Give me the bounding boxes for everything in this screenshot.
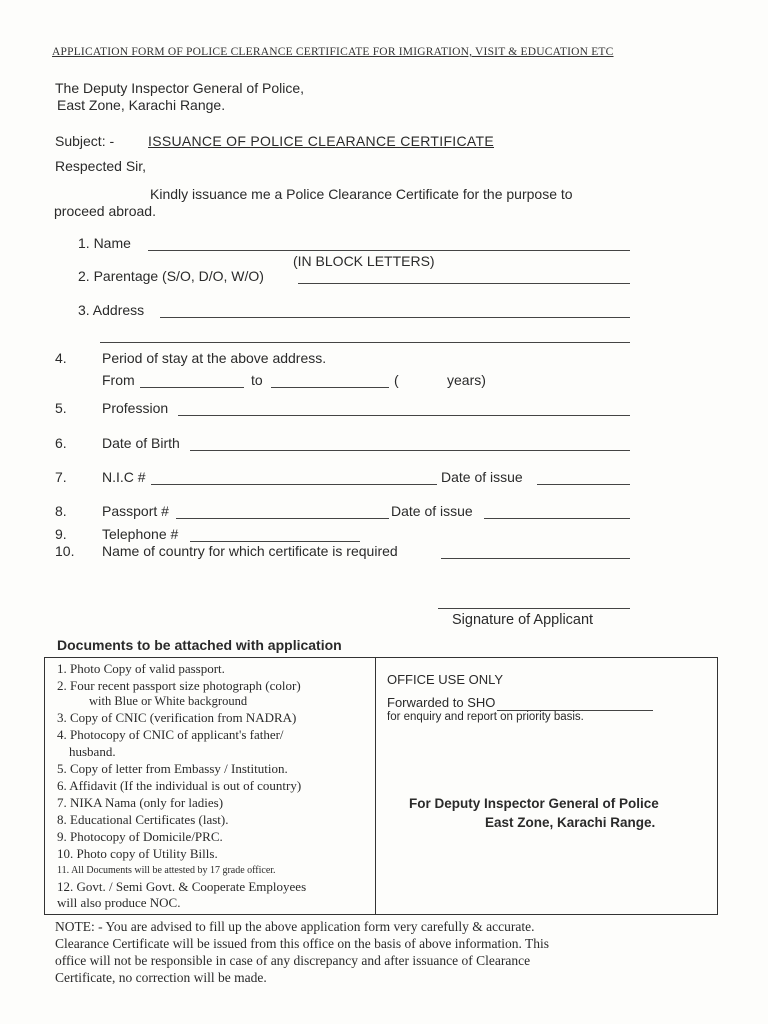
document-item: 11. All Documents will be attested by 17 grade officer. <box>57 865 276 876</box>
nic-field[interactable] <box>151 484 437 485</box>
nic-date-field[interactable] <box>537 484 630 485</box>
from-label: From <box>102 372 135 388</box>
signature-label: Signature of Applicant <box>452 612 594 628</box>
subject-title: ISSUANCE OF POLICE CLEARANCE CERTIFICATE <box>148 133 494 149</box>
document-item: 12. Govt. / Semi Govt. & Cooperate Employees <box>57 879 307 894</box>
letter-body-line-2: proceed abroad. <box>54 203 156 219</box>
enquiry-text: for enquiry and report on priority basis. <box>387 711 584 723</box>
document-item: 9. Photocopy of Domicile/PRC. <box>57 829 223 844</box>
country-label: Name of country for which certificate is required <box>102 543 398 559</box>
documents-box <box>44 657 718 915</box>
subject-label: Subject: - <box>55 133 115 149</box>
note-line-3: office will not be responsible in case of any discrepancy and after issuance of Clearance <box>55 953 531 968</box>
years-label: years) <box>447 372 486 388</box>
document-item: 7. NIKA Nama (only for ladies) <box>57 795 224 810</box>
country-number: 10. <box>55 543 75 559</box>
profession-field[interactable] <box>178 415 630 416</box>
document-item: 6. Affidavit (If the individual is out of country) <box>57 778 302 793</box>
note-line-1: NOTE: - You are advised to fill up the above application form very carefully & accurate. <box>55 919 535 934</box>
passport-date-label: Date of issue <box>391 503 473 519</box>
block-letters-hint: (IN BLOCK LETTERS) <box>293 253 435 269</box>
passport-field[interactable] <box>176 518 389 519</box>
document-item: husband. <box>69 744 116 759</box>
to-label: to <box>251 372 263 388</box>
to-field[interactable] <box>271 387 389 388</box>
parentage-label: 2. Parentage (S/O, D/O, W/O) <box>78 268 264 284</box>
document-item: 5. Copy of letter from Embassy / Institution. <box>57 761 288 776</box>
note-line-4: Certificate, no correction will be made. <box>55 970 267 985</box>
document-item: 10. Photo copy of Utility Bills. <box>57 846 218 861</box>
profession-label: Profession <box>102 400 169 416</box>
address-label: 3. Address <box>78 302 145 318</box>
documents-heading: Documents to be attached with application <box>57 637 342 653</box>
zone-label: East Zone, Karachi Range. <box>485 815 656 830</box>
dob-number: 6. <box>55 435 67 451</box>
nic-number: 7. <box>55 469 67 485</box>
parentage-field[interactable] <box>298 283 630 284</box>
nic-label: N.I.C # <box>102 469 146 485</box>
passport-number: 8. <box>55 503 67 519</box>
document-item: 1. Photo Copy of valid passport. <box>57 661 225 676</box>
document-item: 4. Photocopy of CNIC of applicant's father/ <box>57 727 284 742</box>
telephone-number: 9. <box>55 526 67 542</box>
passport-label: Passport # <box>102 503 169 519</box>
office-use-heading: OFFICE USE ONLY <box>387 672 504 687</box>
address-field-line-1[interactable] <box>160 317 630 318</box>
forwarded-label: Forwarded to SHO <box>387 695 496 710</box>
letter-body-line-1: Kindly issuance me a Police Clearance Certificate for the purpose to <box>150 186 573 202</box>
name-label: 1. Name <box>78 235 131 251</box>
addressee-line-1: The Deputy Inspector General of Police, <box>55 80 305 96</box>
note-line-2: Clearance Certificate will be issued from this office on the basis of above information. This <box>55 936 549 951</box>
period-label: Period of stay at the above address. <box>102 350 327 366</box>
document-item: 8. Educational Certificates (last). <box>57 812 229 827</box>
name-field[interactable] <box>148 250 630 251</box>
nic-date-label: Date of issue <box>441 469 523 485</box>
signature-line[interactable] <box>438 608 630 609</box>
from-field[interactable] <box>140 387 244 388</box>
box-divider <box>375 658 376 914</box>
document-item: with Blue or White background <box>89 694 248 708</box>
years-open-paren: ( <box>394 372 399 388</box>
telephone-label: Telephone # <box>102 526 179 542</box>
form-title: APPLICATION FORM OF POLICE CLERANCE CERTIFICATE FOR IMIGRATION, VISIT & EDUCATION ETC <box>52 46 614 58</box>
period-number: 4. <box>55 350 67 366</box>
telephone-field[interactable] <box>190 541 360 542</box>
salutation: Respected Sir, <box>55 158 147 174</box>
for-dig-label: For Deputy Inspector General of Police <box>409 796 659 811</box>
document-item: will also produce NOC. <box>57 895 181 910</box>
addressee-line-2: East Zone, Karachi Range. <box>57 97 226 113</box>
profession-number: 5. <box>55 400 67 416</box>
passport-date-field[interactable] <box>484 518 630 519</box>
dob-label: Date of Birth <box>102 435 180 451</box>
dob-field[interactable] <box>190 450 630 451</box>
country-field[interactable] <box>441 558 630 559</box>
document-item: 2. Four recent passport size photograph (color) <box>57 678 301 693</box>
address-field-line-2[interactable] <box>100 342 630 343</box>
document-item: 3. Copy of CNIC (verification from NADRA) <box>57 710 297 725</box>
